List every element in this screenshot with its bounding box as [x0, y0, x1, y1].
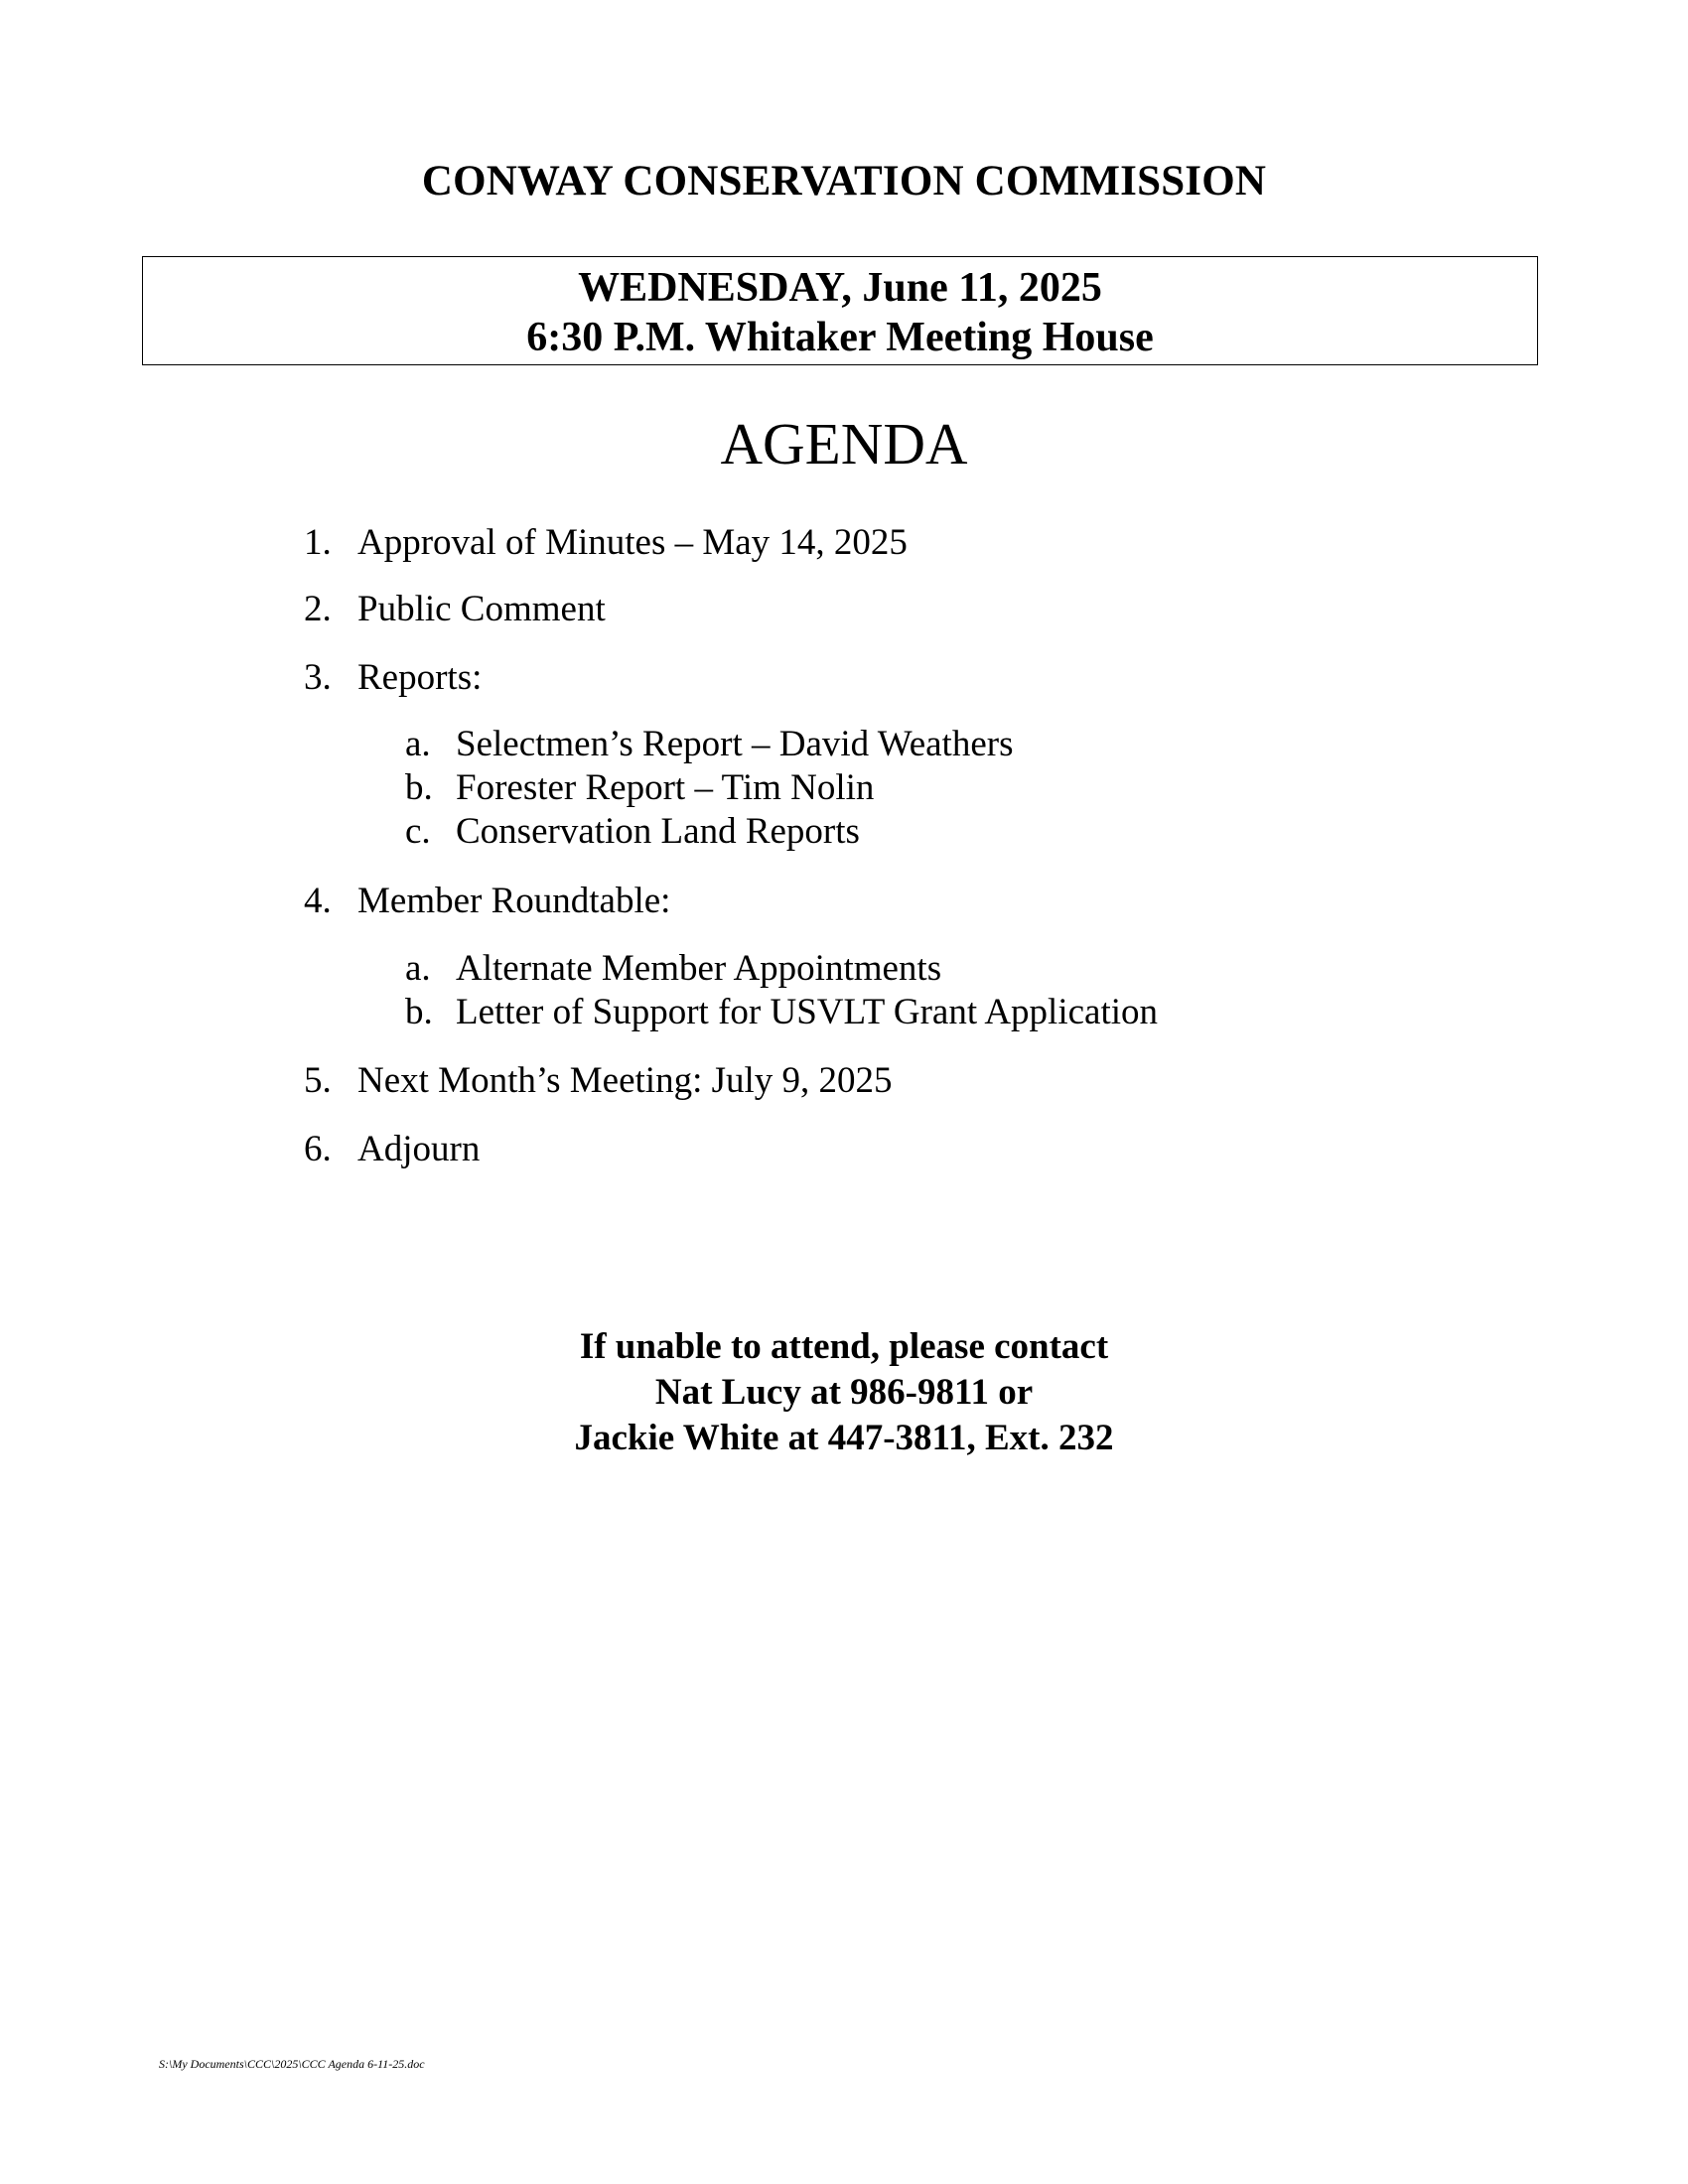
agenda-item-text: Next Month’s Meeting: July 9, 2025: [357, 1060, 893, 1101]
agenda-subitem-letter: b.: [405, 767, 433, 808]
agenda-subitem-text: Alternate Member Appointments: [456, 948, 942, 989]
agenda-item-number: 2.: [304, 589, 332, 629]
agenda-subitem-letter: b.: [405, 992, 433, 1032]
agenda-subitem: [0, 766, 1688, 810]
agenda-item-text: Public Comment: [357, 589, 606, 629]
agenda-item-text: Approval of Minutes – May 14, 2025: [357, 522, 908, 563]
footer-file-path: S:\My Documents\CCC\2025\CCC Agenda 6-11-25.doc: [159, 2057, 425, 2071]
agenda-subitem: [0, 947, 1688, 991]
agenda-item-number: 1.: [304, 522, 332, 563]
agenda-item-number: 3.: [304, 657, 332, 698]
agenda-item: [0, 1059, 1688, 1103]
contact-line-3: Jackie White at 447-3811, Ext. 232: [574, 1418, 1114, 1458]
meeting-time-location: 6:30 P.M. Whitaker Meeting House: [526, 315, 1154, 360]
agenda-subitem-letter: a.: [405, 948, 431, 989]
organization-title: CONWAY CONSERVATION COMMISSION: [421, 158, 1267, 205]
agenda-subitem-text: Selectmen’s Report – David Weathers: [456, 724, 1014, 764]
agenda-item-number: 4.: [304, 881, 332, 921]
agenda-subitem-text: Letter of Support for USVLT Grant Application: [456, 992, 1159, 1032]
agenda-item-number: 5.: [304, 1060, 332, 1101]
agenda-subitem: [0, 810, 1688, 854]
agenda-item: [0, 521, 1688, 565]
agenda-item-text: Reports:: [357, 657, 483, 698]
agenda-subitem: [0, 723, 1688, 766]
agenda-subitem: [0, 991, 1688, 1034]
meeting-info-box: [142, 256, 1538, 365]
agenda-item: [0, 656, 1688, 700]
agenda-item: [0, 1128, 1688, 1171]
agenda-subitem-letter: a.: [405, 724, 431, 764]
agenda-item-text: Adjourn: [357, 1129, 481, 1169]
agenda-item: [0, 880, 1688, 923]
agenda-heading: AGENDA: [720, 411, 968, 477]
agenda-item-number: 6.: [304, 1129, 332, 1169]
agenda-subitem-letter: c.: [405, 811, 431, 852]
agenda-subitem-text: Conservation Land Reports: [456, 811, 860, 852]
agenda-item: [0, 588, 1688, 631]
contact-line-2: Nat Lucy at 986-9811 or: [654, 1372, 1034, 1413]
contact-line-1: If unable to attend, please contact: [579, 1326, 1109, 1367]
agenda-item-text: Member Roundtable:: [357, 881, 671, 921]
meeting-date: WEDNESDAY, June 11, 2025: [578, 265, 1102, 311]
agenda-subitem-text: Forester Report – Tim Nolin: [456, 767, 875, 808]
